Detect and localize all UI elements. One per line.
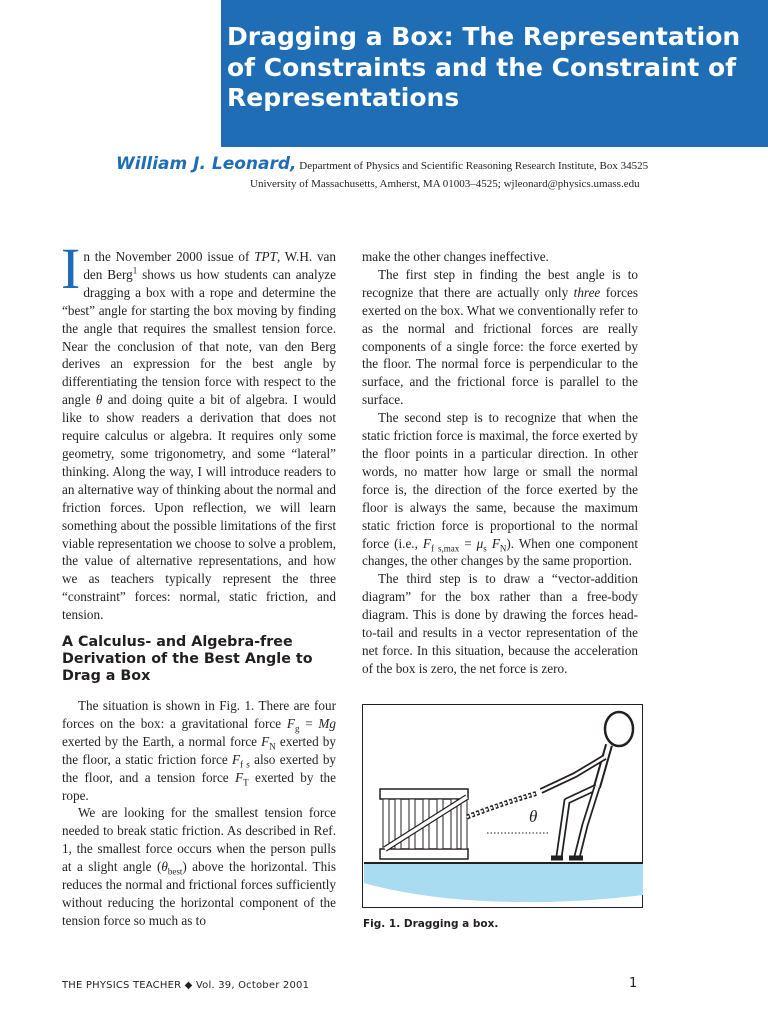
body-paragraph: The second step is to recognize that when the static friction force is maximal, the force exerted by the floor points in a particular direction. In other words, no matter how large or small the normal force is, the direction of the force exerted by the floor is always the same, because the maximum static friction force is proportional to the normal force (i.e., $F_{f s,max} = \mu_s$ $F_N$). When one component changes, the other changes by the same proportion.	[362, 410, 639, 569]
crate	[380, 789, 468, 859]
body-paragraph: make the other changes ineffective.	[362, 249, 549, 264]
body-paragraph: The first step in finding the best angle is to recognize that there are actually only three forces exerted on the box. What we conventionally refer to as the normal and frictional forces are really components of a single force: the force exerted by the floor. The normal force is perpendicular to the surface, and the frictional force is parallel to the surface.	[362, 266, 638, 408]
article-title: Dragging a Box: The Representation of Constraints and the Constraint of Representations	[227, 22, 741, 112]
theta-label: θ	[529, 807, 538, 826]
author-line	[116, 154, 661, 174]
intro-paragraph: In the November 2000 issue of TPT, W.H. van den Berg$^1$ shows us how students can analyze dragging a box with a rope and determine the “best” angle for starting the box moving by finding the angle that requires the smallest tension force. Near the conclusion of that note, van den Berg derives an expression for the best angle by differentiating the tension force with respect to the angle θ and doing quite a bit of algebra. I would like to show readers a derivation that does not require calculus or algebra. It requires only some geometry, some trigonometry, and some “lateral” thinking. Along the way, I will introduce readers to an alternative way of thinking about the normal and friction forces. Upon reflection, we will learn something about the possible limitations of the first viable representation we choose to solve a problem, the value of alternative representations, and how we as teachers typically represent the three “constraint” forces: normal, static friction, and tension.	[61, 236, 337, 623]
affiliation-line-2: University of Massachusetts, Amherst, MA 01003–4525; wjleonard@physics.umass.edu	[250, 178, 640, 190]
drop-cap: I	[61, 236, 81, 301]
author-name: William J. Leonard,	[116, 154, 297, 174]
journal-footer: THE PHYSICS TEACHER ◆ Vol. 39, October 2001	[62, 980, 310, 991]
affiliation-line-1: Department of Physics and Scientific Reasoning Research Institute, Box 34525	[299, 160, 649, 172]
body-paragraph: The situation is shown in Fig. 1. There are four forces on the box: a gravitational force $F_g = Mg$ exerted by the Earth, a normal force $F_N$ exerted by the floor, a static friction force $F_{f s}$ also exerted by the floor, and a tension force $F_T$ exerted by the rope.	[62, 698, 337, 803]
dragging-box-illustration	[363, 705, 644, 909]
reference-superscript: 1	[132, 265, 138, 276]
figure-caption: Fig. 1. Dragging a box.	[363, 918, 499, 930]
left-column	[61, 236, 337, 930]
person-figure	[541, 712, 633, 858]
page-number: 1	[629, 976, 638, 991]
figure-1	[362, 704, 643, 908]
right-column	[362, 248, 638, 678]
water-floor	[364, 863, 643, 902]
body-paragraph: We are looking for the smallest tension force needed to break static friction. As described in Ref. 1, the smallest force occurs when the person pulls at a slight angle $(\theta_{best})$ above the horizontal. This reduces the normal and frictional forces sufficiently without reducing the horizontal component of the tension force so much as to	[62, 805, 336, 928]
section-heading: A Calculus- and Algebra-free Derivation of the Best Angle to Drag a Box	[62, 634, 313, 685]
body-paragraph: The third step is to draw a “vector-addition diagram” for the box rather than a free-body diagram. This is done by drawing the forces head-to-tail and results in a vector representation of the net force. In this situation, because the acceleration of the box is zero, the net force is zero.	[362, 571, 638, 676]
